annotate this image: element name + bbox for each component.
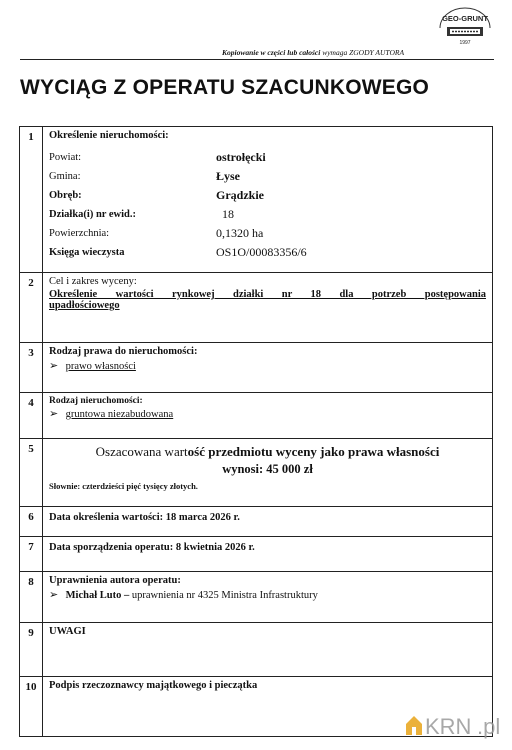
arrow-bullet-icon: ➢ [49, 408, 59, 420]
section-heading: Określenie nieruchomości: [49, 130, 169, 141]
property-key: Działka(i) nr ewid.: [49, 209, 137, 220]
section-number: 8 [20, 572, 43, 623]
section-number: 4 [20, 393, 43, 439]
property-row [49, 205, 486, 224]
author-name: Michał Luto – [65, 590, 130, 601]
section-body [43, 623, 493, 677]
copy-note-rest: wymaga ZGODY AUTORA [322, 48, 405, 57]
copy-note-italic: Kopiowanie w części lub całości [222, 48, 321, 57]
section-9 [20, 623, 493, 677]
valuation-statement-normal: Oszacowana wart [95, 444, 188, 459]
section-3 [20, 343, 493, 393]
property-value: 18 [222, 207, 234, 221]
author-rights: uprawnienia nr 4325 Ministra Infrastruktury [131, 590, 318, 601]
section-body [43, 393, 493, 439]
property-row [49, 224, 486, 243]
property-value: Łyse [216, 169, 240, 183]
property-type-item [49, 407, 486, 420]
property-row [49, 167, 486, 186]
arrow-bullet-icon: ➢ [49, 360, 59, 372]
section-2 [20, 273, 493, 343]
property-value: 0,1320 ha [216, 226, 264, 240]
section-heading: Rodzaj nieruchomości: [49, 396, 143, 406]
valuation-amount: wynosi: 45 000 zł [222, 462, 313, 476]
property-row [49, 243, 486, 262]
property-row [49, 148, 486, 167]
section-heading: Cel i zakres wyceny: [49, 276, 137, 287]
krn-suffix: .pl [477, 714, 501, 739]
extract-table [19, 126, 493, 737]
property-type: gruntowa niezabudowana [65, 409, 174, 420]
section-5 [20, 439, 493, 507]
krn-brand: KRN [425, 714, 472, 739]
signature-heading: Podpis rzeczoznawcy majątkowego i pieczątka [49, 680, 258, 691]
section-number: 3 [20, 343, 43, 393]
section-7 [20, 537, 493, 572]
logo-text-bottom: 1997 [459, 40, 471, 46]
valuation-statement-bold: ość przedmiotu wyceny jako prawa własności [187, 444, 440, 459]
section-number: 9 [20, 623, 43, 677]
property-value: OS1O/00083356/6 [216, 245, 307, 259]
section-6 [20, 507, 493, 537]
section-heading: Uprawnienia autora operatu: [49, 575, 181, 586]
section-8 [20, 572, 493, 623]
logo-text-top: GEO-GRUNT [442, 14, 488, 23]
property-key: Gmina: [49, 171, 81, 182]
right-type: prawo własności [65, 361, 136, 372]
krn-watermark [404, 709, 508, 739]
section-heading: Rodzaj prawa do nieruchomości: [49, 346, 198, 357]
valuation-purpose-line2: upadłościowego [49, 300, 120, 311]
section-number: 7 [20, 537, 43, 572]
page-title: WYCIĄG Z OPERATU SZACUNKOWEGO [20, 76, 430, 99]
amount-in-words: Słownie: czterdzieści pięć tysięcy złotych. [49, 481, 198, 491]
arrow-bullet-icon: ➢ [49, 589, 59, 601]
section-number: 5 [20, 439, 43, 507]
header-rule [20, 59, 494, 60]
remarks-heading: UWAGI [49, 626, 86, 637]
section-number: 1 [20, 127, 43, 273]
property-key: Obręb: [49, 190, 82, 201]
section-number: 6 [20, 507, 43, 537]
section-body [43, 343, 493, 393]
section-1 [20, 127, 493, 273]
report-date: Data sporządzenia operatu: 8 kwietnia 2026 r. [49, 542, 255, 553]
right-item [49, 359, 486, 372]
property-key: Powiat: [49, 152, 82, 163]
property-value: Grądzkie [216, 188, 264, 202]
section-body [43, 127, 493, 273]
valuation-date: Data określenia wartości: 18 marca 2026 r. [49, 512, 240, 523]
property-key: Księga wieczysta [49, 247, 125, 258]
property-row [49, 186, 486, 205]
section-body [43, 537, 493, 572]
section-body [43, 572, 493, 623]
section-body [43, 439, 493, 507]
section-number: 2 [20, 273, 43, 343]
property-value: ostrołęcki [216, 150, 266, 164]
property-key: Powierzchnia: [49, 228, 110, 239]
valuation-purpose-line1: Określenie wartości rynkowej działki nr 18 dla potrzeb postępowania [49, 289, 486, 300]
valuation-statement [49, 444, 486, 460]
section-body [43, 507, 493, 537]
copy-note [222, 48, 404, 57]
section-body [43, 273, 493, 343]
section-number: 10 [20, 677, 43, 737]
section-4 [20, 393, 493, 439]
geo-grunt-logo [436, 6, 494, 46]
author-item [49, 588, 486, 601]
